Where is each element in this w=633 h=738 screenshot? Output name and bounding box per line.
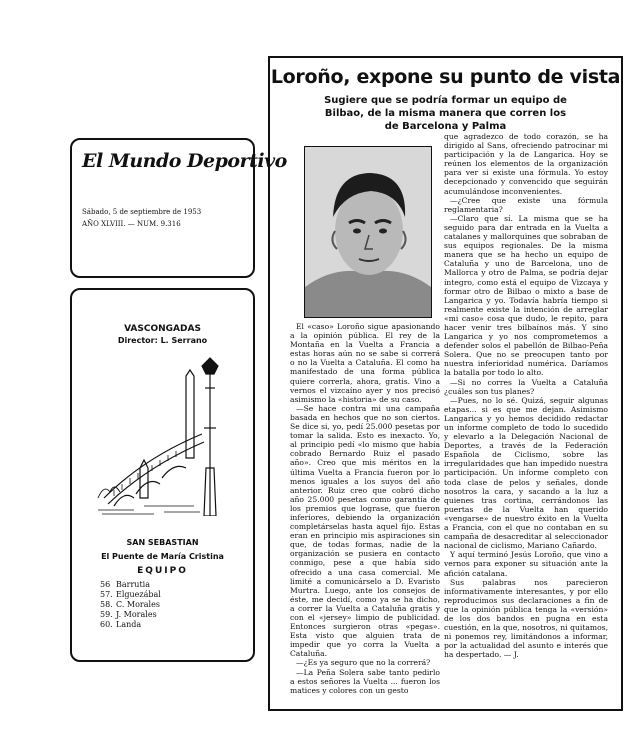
article-column-right: que agradezco de todo corazón, se ha dirigido al Sans, ofreciendo patrocinar mi participación y la de Langarica. Hoy se reúnen los elementos de la organización para ver si existe una fórmula. Yo estoy decepcionado y convencido que seguirán acumulándose inconvenientes. —¿Cree que existe una fórmula reglamentaria? —Claro que sí. La misma que se ha seguido para dar entrada en la Vuelta a catalanes y mallorquines que sobraban de sus equipos regionales. De la misma manera que se ha hecho un equipo de Cataluña y uno de Barcelona, uno de Mallorca y otro de Palma, se podría dejar íntegro, como está el equipo de Vizcaya y formar otro de Bilbao o mixto a base de Langarica y yo. Todavía habría tiempo si realmente existe la intención de arreglar «mi caso» cosa que dudo, le repito, para hacer venir tres bilbaínos más. Y sino Langarica y yo nos comprometemos a defender solos el pabellón de Bilbao-Peña Solera. Que no se preocupen tanto por nuestra inferioridad numérica. Daríamos la batalla por todo lo alto. —Si no corres la Vuelta a Cataluña ¿cuáles son tus planes? —Pues, no lo sé. Quizá, seguir algunas etapas... si es que me dejan. Asimismo Langarica y yo hemos decidido redactar un informe completo de todo lo sucedido y elevarlo a la Delegación Nacional de Deportes, a través de la Federación Española de Ciclismo, sobre las irregularidades que han impedido nuestra participación. Un informe completo con toda clase de pelos y señales, donde nosotros la cara, y sacando a la luz a quienes tras cortina, cerrándonos las puertas de la Vuelta han querido «vengarse» de nuestro éxito en la Vuelta a Francia, con el que no contaban en su campaña de desacreditar al seleccionador nacional de ciclismo, Mariano Cañardo. Y aquí terminó Jesús Loroño, que vino a vernos para exponer su situación ante la afición catalana. Sus palabras nos parecieron informativamente interesantes, y por ello reproducimos sus declaraciones a fin de que la opinión pública tenga la «versión» de los dos bandos en pugna en esta cuestión, en la que, nosotros, ni quitamos, ni ponemos rey, limitándonos a informar, por la actualidad del asunto e interés que ha despertado. — J. [444,132,608,660]
team-box [70,288,255,662]
list-item: 56 Barrutia [100,580,150,589]
date-line: Sábado, 5 de septiembre de 1953 [82,208,202,216]
list-item: 60. Landa [100,620,142,629]
place-caption: El Puente de María Cristina [101,552,224,561]
list-item: 59. J. Morales [100,610,157,619]
issue-line: AÑO XLVIII. — NUM. 9.316 [82,220,181,228]
bridge-sketch-image [94,348,234,516]
newspaper-logo: El Mundo Deportivo [82,150,287,172]
masthead-box [70,138,287,278]
list-item: 58. C. Morales [100,600,160,609]
article-column-left: El «caso» Loroño sigue apasionando a la opinión pública. El rey de la Montaña en la Vuelta a Francia a estas horas aún no se sabe si correrá o no la Vuelta a Cataluña. El como ha manifestado de una forma pública quiere correrla, ahora, gratis. Vino a vernos el vizcaíno ayer y nos precisó asimismo la «historia» de su caso. —Se hace contra mi una campaña basada en hechos que no son ciertos. Se dice si, yo, pedí 25.000 pesetas por tomar la salida. Esto es inexacto. Yo, al principio pedí «lo mismo que había cobrado Bernardo Ruiz el pasado año». Creo que mis méritos en la última Vuelta a Francia fueron por lo menos iguales a los suyos del año anterior. Ruiz creo que cobró dicho año 25.000 pesetas como garantía de los premios que lograse, que fueron inferiores, debiendo la organización completárselas hasta aquel fijo. Estas eran en principio mis aspiraciones sin que, de todas formas, nadie de la organización se pusiera en contacto conmigo, pese a que había sido ofrecido a una casa comercial. Me limité a comunicárselo a D. Evaristo Murtra. Luego, ante los consejos de éste, me decidí, como ya se ha dicho, a correr la Vuelta a Cataluña gratis y con el «jersey» limpio de publicidad. Entonces surgieron otras «pegas». Esta visto que alguien trata de impedir que yo corra la Vuelta a Cataluña. —¿Es ya seguro que no la correrá? —La Peña Solera sabe tanto pedirlo a estos señores la Vuelta ... fueron los matices y colores con un gesto [290,322,440,695]
team-box-title: VASCONGADAS [124,324,201,334]
team-box-director: Director: L. Serrano [117,336,208,345]
team-heading: EQUIPO [137,566,188,576]
article-box [268,56,623,711]
article-headline: Loroño, expone su punto de vista [270,66,621,88]
portrait-photo [304,146,432,318]
article-subhead: Sugiere que se podría formar un equipo de Bilbao, de la misma manera que corren los de Barcelona y Palma [324,95,567,132]
list-item: 57. Elguezábal [100,590,161,599]
sketch-caption: SAN SEBASTIAN [126,538,199,547]
team-member-list [100,580,161,630]
